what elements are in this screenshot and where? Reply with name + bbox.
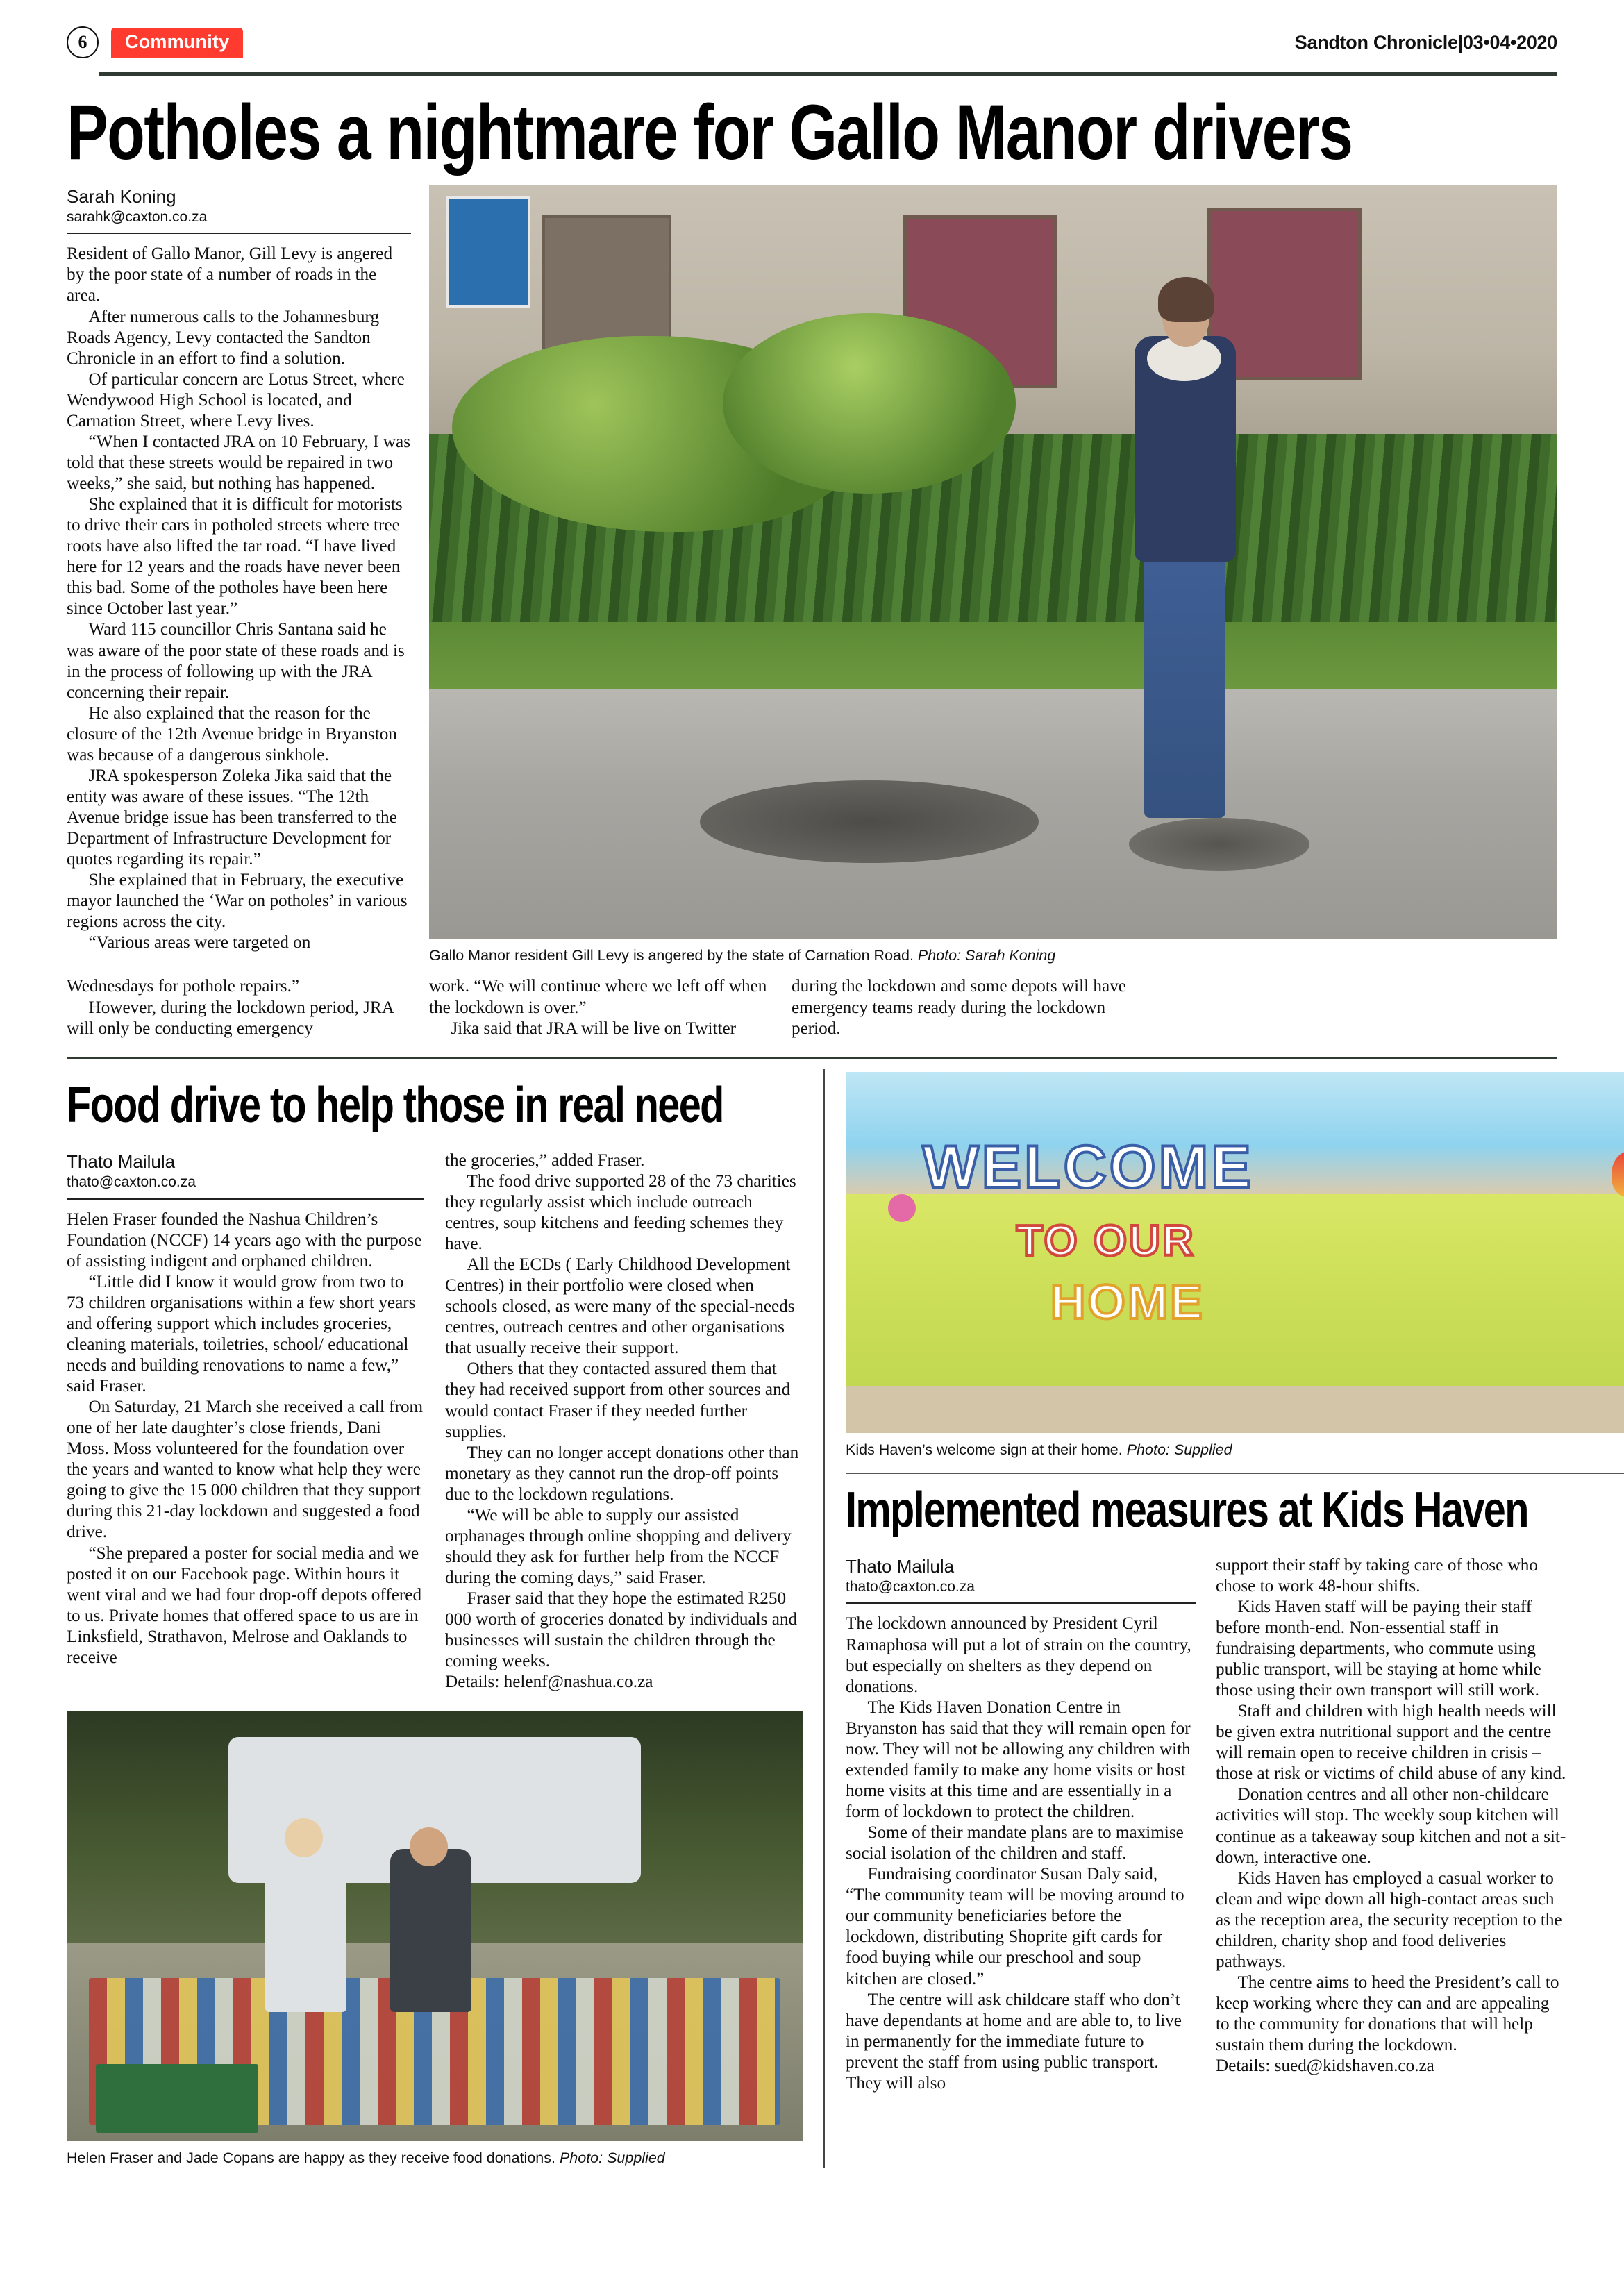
paragraph: They can no longer accept donations other than monetary as they cannot run the drop-off points due to the lockdown regulations. xyxy=(445,1443,799,1504)
article2-columns xyxy=(67,1150,803,1693)
photo-paving xyxy=(846,1386,1624,1433)
paragraph: She explained that it is difficult for motorists to drive their cars in potholed streets where tree roots have also lifted the tar road. “I have lived here for 12 years and the roads have never been this bad. Some of the potholes have been here since October last year.” xyxy=(67,495,403,619)
paragraph: Helen Fraser founded the Nashua Children’s Foundation (NCCF) 14 years ago with the purpose of assisting indigent and orphaned children. xyxy=(67,1209,422,1271)
paragraph: during the lockdown and some depots will have emergency teams ready during the lockdown period. xyxy=(792,977,1126,1038)
article1-bottom-col-3 xyxy=(792,976,1136,1039)
paragraph: The centre will ask childcare staff who don’t have dependants at home and are able to, to live in permanently for the immediate future to prevent the staff from using public transport. They will also xyxy=(846,1990,1182,2093)
article2-body-col-1 xyxy=(67,1209,424,1668)
photo-crate xyxy=(96,2064,258,2133)
caption-credit: Photo: Supplied xyxy=(1126,1441,1232,1458)
paragraph: work. “We will continue where we left off when the lockdown is over.” xyxy=(429,977,767,1017)
paragraph: “Various areas were targeted on xyxy=(88,933,311,953)
paragraph: “She prepared a poster for social media and we posted it on our Facebook page. Within hours it went viral and we had four drop-off depots offered to us. Private homes that offered space to us are in Linksfield, Strathavon, Melrose and Oaklands to receive xyxy=(67,1543,422,1667)
photo-pothole xyxy=(700,780,1039,863)
photo-person-head xyxy=(285,1818,323,1857)
masthead-separator: | xyxy=(1457,31,1463,53)
paragraph: On Saturday, 21 March she received a call from one of her late daughter’s close friends, Dani Moss. Moss volunteered for the foundation over the years and wanted to know what help they were going to give the 15 000 children that they support during this 21-day lockdown and suggested a food drive. xyxy=(67,1398,424,1542)
masthead-rule xyxy=(99,72,1557,76)
article2-col-1 xyxy=(67,1150,424,1693)
publication-date: 03•04•2020 xyxy=(1462,31,1557,53)
article2-photo xyxy=(67,1711,803,2141)
page-number: 6 xyxy=(67,26,99,58)
paragraph: Ward 115 councillor Chris Santana said he was aware of the poor state of these roads and is in the process of following up with the JRA concerning their repair. xyxy=(67,620,405,702)
article1-byline xyxy=(67,185,411,235)
article2-byline-rule xyxy=(67,1198,424,1200)
publication-title xyxy=(1295,32,1557,53)
article3-photo-caption xyxy=(846,1441,1624,1460)
article3-author-name: Thato Mailula xyxy=(846,1555,955,1577)
paragraph: the groceries,” added Fraser. xyxy=(445,1150,645,1170)
article1-headline: Potholes a nightmare for Gallo Manor drivers xyxy=(67,89,1353,176)
article1-lead-column xyxy=(67,185,411,966)
photo-person-head xyxy=(410,1827,448,1866)
article1-body xyxy=(67,244,411,953)
article1-bottom-rule xyxy=(67,1057,1557,1059)
paragraph: The lockdown announced by President Cyril Ramaphosa will put a lot of strain on the country, but especially on shelters as they depend on donations. xyxy=(846,1614,1191,1696)
article3-body-col-1 xyxy=(846,1614,1196,2093)
photo-security-sign xyxy=(446,196,530,308)
article3-top-rule xyxy=(846,1473,1624,1474)
photo-person-legs xyxy=(1144,546,1225,818)
article3-byline-rule xyxy=(846,1602,1196,1604)
paragraph: He also explained that the reason for the closure of the 12th Avenue bridge in Bryanston was because of a dangerous sinkhole. xyxy=(67,703,397,764)
mural-text-line3: HOME xyxy=(1050,1274,1205,1329)
photo-shrub xyxy=(723,313,1016,494)
article1-byline-rule xyxy=(67,233,411,234)
photo-pothole xyxy=(1129,818,1309,871)
paragraph: The centre aims to heed the President’s call to keep working where they can and are appealing to the community for donations that will help sustain them during the lockdown. xyxy=(1216,1972,1559,2055)
paragraph: Donation centres and all other non-childcare activities will stop. The weekly soup kitchen will continue as a takeaway soup kitchen and not a sit-down, interactive one. xyxy=(1216,1785,1566,1867)
page-masthead xyxy=(67,0,1557,72)
paragraph: She explained that in February, the executive mayor launched the ‘War on potholes’ in various regions across the city. xyxy=(67,871,408,932)
article3-columns xyxy=(846,1555,1624,2094)
article3 xyxy=(823,1069,1624,2169)
photo-person-body xyxy=(265,1840,346,2012)
paragraph: Fundraising coordinator Susan Daly said, “The community team will be moving around to our community beneficiaries before the lockdown, distributing Shoprite gift cards for food buying while our preschool and soup kitchen are closed.” xyxy=(846,1865,1184,1988)
article3-author-email: thato@caxton.co.za xyxy=(846,1579,975,1595)
article2-author-email: thato@caxton.co.za xyxy=(67,1174,196,1191)
article2-photo-caption xyxy=(67,2149,803,2168)
paragraph: support their staff by taking care of those who chose to work 48-hour shifts. xyxy=(1216,1555,1538,1595)
paragraph: “We will be able to supply our assisted orphanages through online shopping and delivery should they ask for further help from the NCCF during the coming days,” said Fraser. xyxy=(445,1505,792,1587)
article1-photo xyxy=(429,185,1557,939)
article3-headline: Implemented measures at Kids Haven xyxy=(846,1482,1528,1538)
article1-author-name: Sarah Koning xyxy=(67,185,176,207)
paragraph: “Little did I know it would grow from two to 73 children organisations within a few short years and offering support which includes groceries, cleaning materials, toiletries, school/ educational needs and building renovations to name a few,” said Fraser. xyxy=(67,1272,416,1396)
publication-name: Sandton Chronicle xyxy=(1294,31,1458,53)
article2 xyxy=(67,1069,803,2169)
paragraph: Kids Haven has employed a casual worker to clean and wipe down all high-contact areas such as the reception area, the security reception to the children, charity shop and food deliveries pathways. xyxy=(1216,1868,1562,1971)
paragraph: Wednesdays for pothole repairs.” xyxy=(67,977,300,996)
paragraph: Resident of Gallo Manor, Gill Levy is angered by the poor state of a number of roads in the area. xyxy=(67,244,393,305)
photo-person-hair xyxy=(1158,277,1214,322)
article1-bottom-col-1 xyxy=(67,976,411,1039)
article2-headline: Food drive to help those in real need xyxy=(67,1077,723,1133)
caption-text: Helen Fraser and Jade Copans are happy as they receive food donations. xyxy=(67,2150,560,2167)
article1-bottom-col-2 xyxy=(429,976,773,1039)
article2-body-col-2 xyxy=(445,1150,803,1693)
article3-body-col-2 xyxy=(1216,1555,1566,2094)
article3-byline xyxy=(846,1555,1196,1604)
paragraph: Details: helenf@nashua.co.za xyxy=(445,1673,653,1692)
caption-text: Kids Haven’s welcome sign at their home. xyxy=(846,1441,1127,1458)
article3-photo xyxy=(846,1072,1624,1433)
article2-byline xyxy=(67,1150,424,1200)
photo-person-body xyxy=(390,1849,471,2013)
paragraph: Kids Haven staff will be paying their staff before month-end. Non-essential staff in fundraising departments, who commute using public transport, will be staying at home while those using their own transport will still work. xyxy=(1216,1597,1541,1700)
paragraph: The Kids Haven Donation Centre in Bryanston has said that they will remain open for now. They will not be allowing any children with extended family to make any home visits or host home visits at this time and are essentially in a form of lockdown to protect the children. xyxy=(846,1698,1191,1822)
caption-credit: Photo: Sarah Koning xyxy=(917,946,1056,964)
paragraph: After numerous calls to the Johannesburg Roads Agency, Levy contacted the Sandton Chronicle in an effort to find a solution. xyxy=(67,307,380,368)
article1-author-email: sarahk@caxton.co.za xyxy=(67,209,208,226)
section-flag: Community xyxy=(111,28,243,58)
paragraph: The food drive supported 28 of the 73 charities they regularly assist which include outreach centres, soup kitchens and feeding schemes they have. xyxy=(445,1171,796,1253)
article2-author-name: Thato Mailula xyxy=(67,1150,176,1172)
photo-verge xyxy=(429,622,1557,698)
article3-col-1 xyxy=(846,1555,1196,2094)
article1-photo-caption xyxy=(429,946,1557,966)
paragraph: However, during the lockdown period, JRA will only be conducting emergency xyxy=(67,998,394,1038)
paragraph: “When I contacted JRA on 10 February, I was told that these streets would be repaired in two weeks,” she said, but nothing has happened. xyxy=(67,432,410,493)
mural-text-line1: WELCOME xyxy=(922,1134,1254,1201)
lower-section xyxy=(67,1069,1566,2169)
paragraph: All the ECDs ( Early Childhood Development Centres) in their portfolio were closed when schools closed, as were many of the special-needs centres, outreach centres and other organisations that usually receive their support. xyxy=(445,1255,795,1358)
paragraph: Of particular concern are Lotus Street, where Wendywood High School is located, and Carnation Street, where Levy lives. xyxy=(67,369,405,430)
caption-credit: Photo: Supplied xyxy=(559,2150,665,2167)
article1-top xyxy=(67,185,1557,966)
paragraph: Details: sued@kidshaven.co.za xyxy=(1216,2056,1434,2076)
paragraph: Jika said that JRA will be live on Twitter xyxy=(451,1019,737,1038)
paragraph: Staff and children with high health needs will be given extra nutritional support and the centre will remain open to receive children in crisis – those at risk or victims of child abuse of any kind. xyxy=(1216,1702,1566,1784)
mural-text-line2: TO OUR xyxy=(1016,1216,1196,1265)
paragraph: Fraser said that they hope the estimated R250 000 worth of groceries donated by individuals and businesses will sustain the children through the coming weeks. xyxy=(445,1589,798,1671)
paragraph: Some of their mandate plans are to maximise social isolation of the children and staff. xyxy=(846,1823,1184,1863)
article1-bottom-columns xyxy=(67,976,1557,1039)
caption-text: Gallo Manor resident Gill Levy is angered by the state of Carnation Road. xyxy=(429,946,918,964)
article1-photo-wrap xyxy=(429,185,1557,966)
paragraph: Others that they contacted assured them that they had received support from other sources and would contact Fraser if they needed further supplies. xyxy=(445,1359,791,1441)
paragraph: JRA spokesperson Zoleka Jika said that the entity was aware of these issues. “The 12th Avenue bridge issue has been transferred to the Department of Infrastructure Development for quotes regarding its repair.” xyxy=(67,766,397,869)
